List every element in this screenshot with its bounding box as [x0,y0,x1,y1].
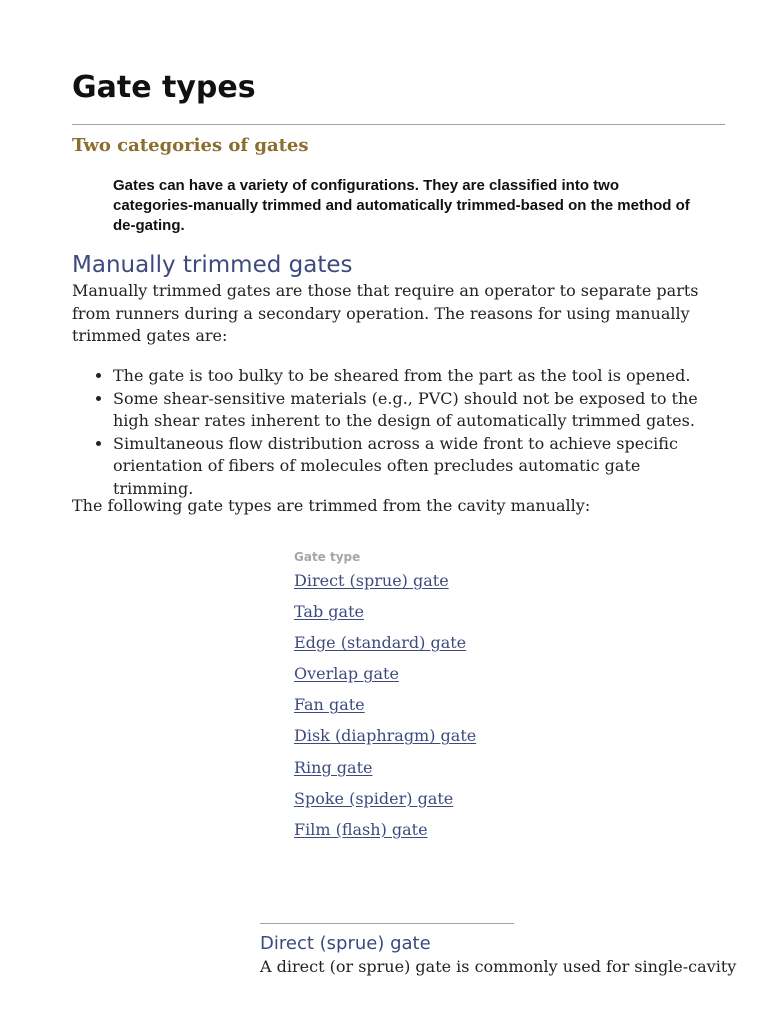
reason-item: • The gate is too bulky to be sheared from the part as the tool is opened. [113,365,722,388]
list-item [294,570,476,601]
gate-link-overlap[interactable]: Overlap gate [294,664,399,684]
gate-link-fan[interactable]: Fan gate [294,695,365,715]
page-subtitle: Two categories of gates [72,135,309,156]
direct-gate-divider [260,923,514,924]
gate-link-ring[interactable]: Ring gate [294,757,373,777]
reason-item: • Some shear-sensitive materials (e.g., PVC) should not be exposed to the high shear rates inherent to the design of automatically trimmed gates. [113,388,722,433]
gate-link-disk-diaphragm[interactable]: Disk (diaphragm) gate [294,726,477,746]
list-item [294,725,476,756]
gate-link-tab[interactable]: Tab gate [294,602,364,622]
gate-type-link-list [294,570,476,850]
list-item [294,757,476,788]
gate-link-direct-sprue[interactable]: Direct (sprue) gate [294,571,449,590]
gate-type-table-header: Gate type [294,550,361,564]
manual-section-intro: Manually trimmed gates are those that require an operator to separate parts from runners during a secondary operation. The reasons for using manually trimmed gates are: [72,281,699,345]
gate-link-spoke-spider[interactable]: Spoke (spider) gate [294,788,454,808]
manual-section-heading: Manually trimmed gates [72,252,353,278]
list-item [294,601,476,632]
list-item [294,694,476,725]
gate-link-film-flash[interactable]: Film (flash) gate [294,819,428,839]
page-title: Gate types [72,70,256,105]
title-divider [72,124,725,125]
list-item [294,788,476,819]
reasons-list [72,365,722,500]
abstract-text: Gates can have a variety of configurations. They are classified into two categories-manually trimmed and automatically trimmed-based on the method of de-gating. [113,177,690,234]
following-gate-types-text: The following gate types are trimmed from the cavity manually: [72,496,591,515]
gate-type-table [294,548,476,850]
direct-gate-heading: Direct (sprue) gate [260,933,431,954]
reason-item: • Simultaneous flow distribution across a wide front to achieve specific orientation of fibers of molecules often precludes automatic gate trimming. [113,433,722,501]
list-item [294,819,476,850]
direct-gate-body: A direct (or sprue) gate is commonly used for single-cavity [260,957,737,976]
list-item [294,663,476,694]
gate-link-edge-standard[interactable]: Edge (standard) gate [294,633,467,653]
list-item [294,632,476,663]
